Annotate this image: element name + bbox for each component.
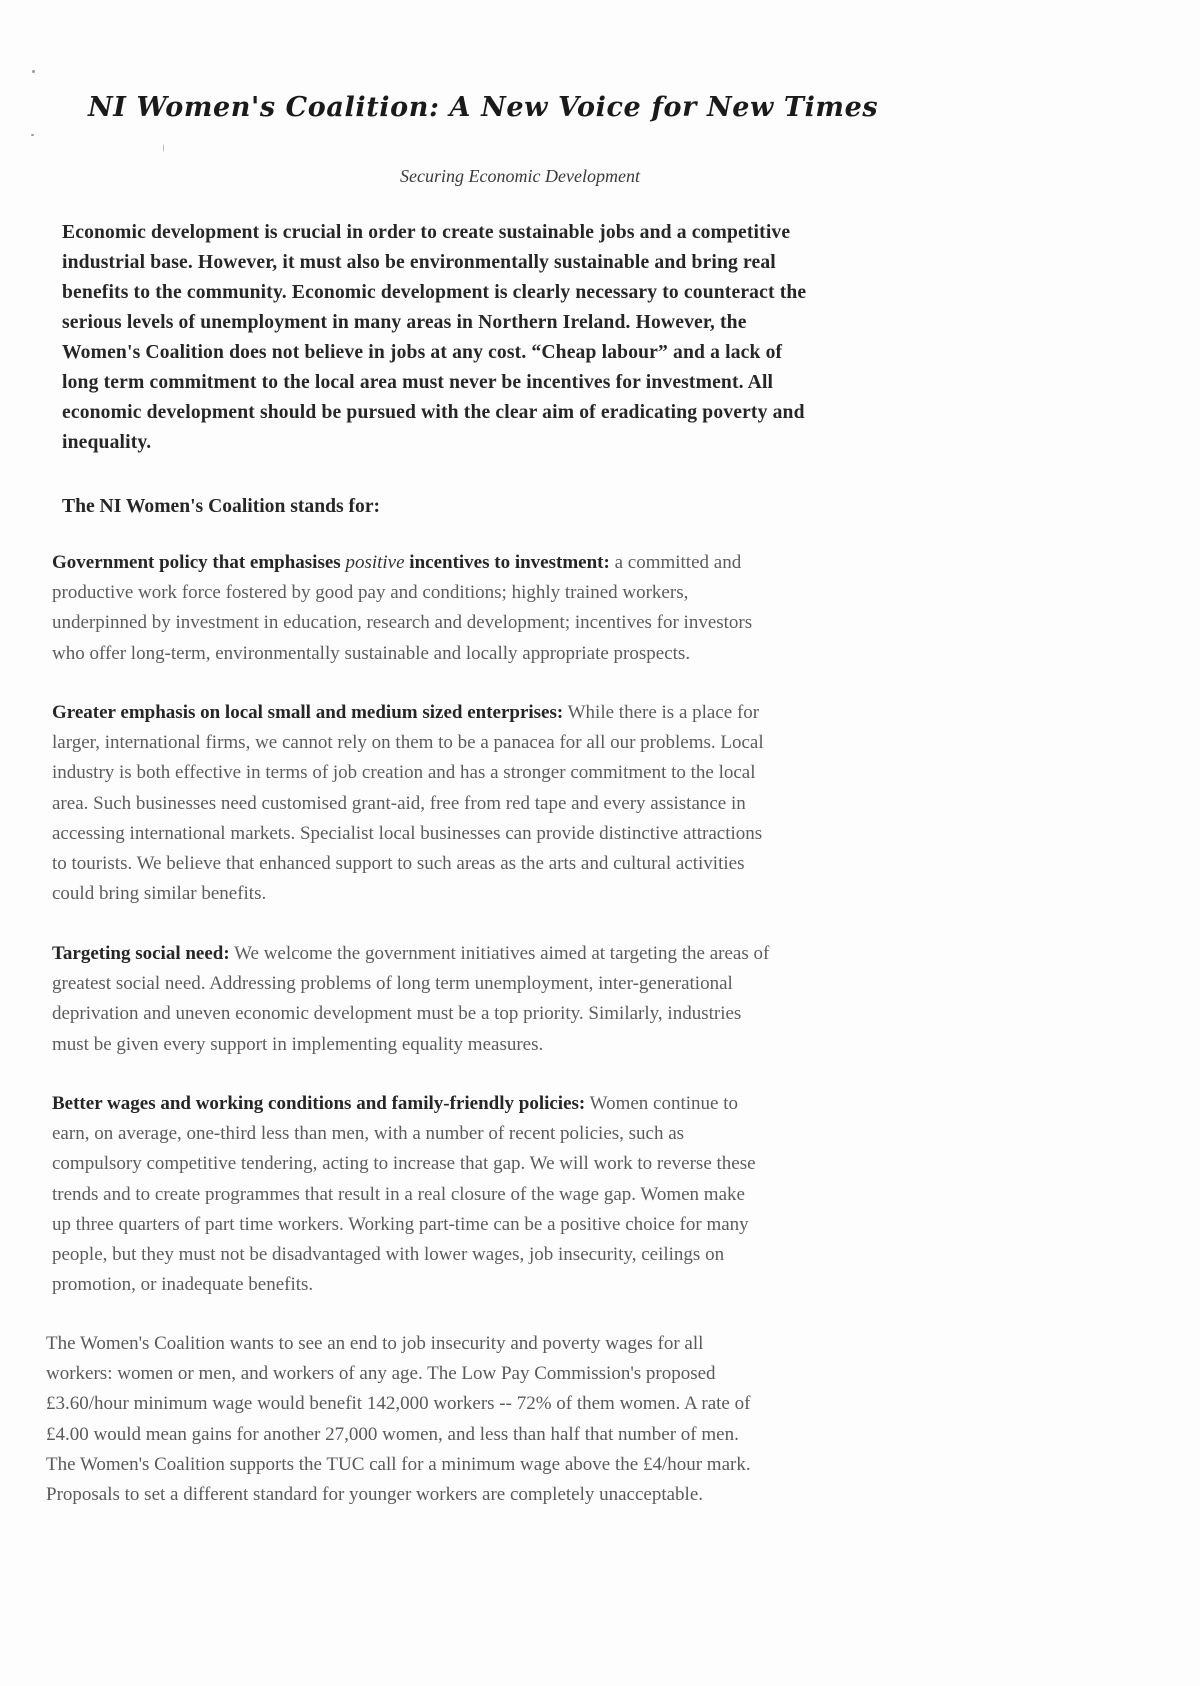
section-heading-emphasis: positive [345,552,405,573]
section-local-enterprises [52,698,1032,909]
section-body: a committed and productive work force fostered by good pay and conditions; highly trained workers, underpinned by investment in education, research and development; incentives for investors who offer long-term, environmentally sustainable and locally appropriate prospects. [52,552,753,664]
section-better-wages [52,1089,1032,1300]
closing-paragraph: The Women's Coalition wants to see an end to job insecurity and poverty wages for all workers: women or men, and workers of any age. The Low Pay Commission's proposed £3.60/hour minimum wage would benefit 142,000 workers -- 72% of them women. A rate of £4.00 would mean gains for another 27,000 women, and less than half that number of men. The Women's Coalition supports the TUC call for a minimum wage above the £4/hour mark. Proposals to set a different standard for younger workers are completely unacceptable. [46,1333,751,1506]
section-body: While there is a place for larger, international firms, we cannot rely on them to be a panacea for all our problems. Local industry is both effective in terms of job creation and has a stronger commitment to the local area. Such businesses need customised grant-aid, free from red tape and every assistance in accessing international markets. Specialist local businesses can provide distinctive attractions to tourists. We believe that enhanced support to such areas as the arts and cultural activities could bring similar benefits. [52,702,764,905]
section-body: We welcome the government initiatives aimed at targeting the areas of greatest social need. Addressing problems of long term unemployment, inter-generational deprivation and uneven economic development must be a top priority. Similarly, industries must be given every support in implementing equality measures. [52,943,770,1055]
scan-speck [163,144,164,152]
section-social-need [52,939,1032,1060]
section-heading [52,552,610,573]
section-heading-part: Government policy that emphasises [52,552,346,573]
section-heading: Targeting social need: [52,943,230,964]
section-positive-incentives [52,548,1032,669]
section-heading: Greater emphasis on local small and medium sized enterprises: [52,702,564,723]
document-subtitle: Securing Economic Development [400,166,640,186]
intro-paragraph: Economic development is crucial in order to create sustainable jobs and a competitive industrial base. However, it must also be environmentally sustainable and bring real benefits to the community. Economic development is clearly necessary to counteract the serious levels of unemployment in many areas in Northern Ireland. However, the Women's Coalition does not believe in jobs at any cost. “Cheap labour” and a lack of long term commitment to the local area must never be incentives for investment. All economic development should be pursued with the clear aim of eradicating poverty and inequality. [62,222,807,453]
scan-speck [32,70,35,73]
section-body: Women continue to earn, on average, one-third less than men, with a number of recent policies, such as compulsory competitive tendering, acting to increase that gap. We will work to reverse these trends and to create programmes that result in a real closure of the wage gap. Women make up three quarters of part time workers. Working part-time can be a positive choice for many people, but they must not be disadvantaged with lower wages, job insecurity, ceilings on promotion, or inadequate benefits. [52,1093,756,1296]
document-title: NI Women's Coalition: A New Voice for New Times [88,92,879,123]
stands-for-heading: The NI Women's Coalition stands for: [62,496,381,517]
scan-speck [31,134,34,136]
section-heading: Better wages and working conditions and family-friendly policies: [52,1093,586,1114]
section-heading-part: incentives to investment: [404,552,610,573]
